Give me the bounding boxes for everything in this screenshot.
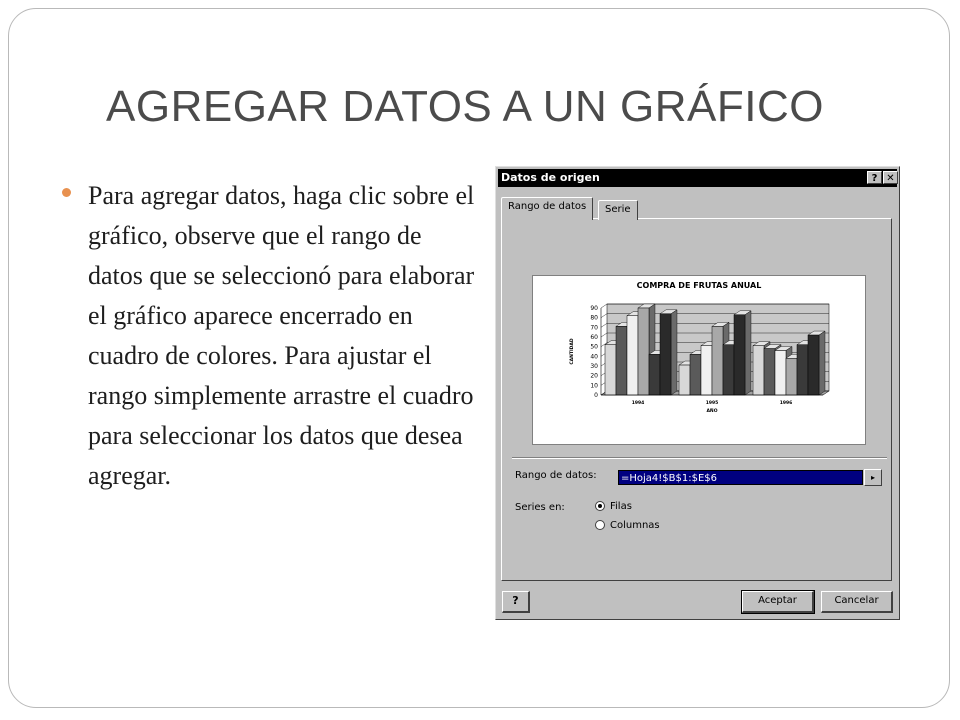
source-data-dialog	[495, 166, 900, 620]
tab-series[interactable]: Serie	[598, 200, 638, 220]
bar-side-2-5	[819, 331, 825, 395]
range-input[interactable]: =Hoja4!$B$1:$E$6	[618, 470, 863, 485]
y-tick-label-0: 0	[594, 392, 598, 399]
series-label: Series en:	[515, 502, 565, 513]
bar-0-0	[605, 345, 616, 395]
bar-1-3	[712, 326, 723, 395]
bar-side-1-5	[745, 311, 751, 395]
bar-0-2	[627, 316, 638, 395]
gridline-side-7	[601, 323, 607, 327]
bar-1-1	[690, 354, 701, 395]
bar-0-3	[638, 308, 649, 395]
bar-2-1	[764, 349, 775, 395]
x-tick-label-1: 1995	[705, 401, 719, 406]
x-tick-label-0: 1994	[631, 401, 645, 406]
bullet-dot	[62, 188, 71, 197]
bar-2-0	[753, 346, 764, 395]
y-tick-label-8: 80	[590, 314, 598, 322]
y-tick-label-9: 90	[590, 305, 598, 312]
y-tick-label-2: 20	[590, 372, 598, 380]
bar-1-2	[701, 346, 712, 395]
x-axis-title: AÑO	[706, 409, 718, 414]
x-tick-label-2: 1996	[779, 401, 793, 406]
bar-0-4	[649, 354, 660, 395]
bar-2-3	[786, 358, 797, 395]
radio-rows[interactable]	[595, 501, 605, 511]
bar-2-5	[808, 335, 819, 395]
slide-title: AGREGAR DATOS A UN GRÁFICO	[106, 82, 824, 131]
bullet-text: Para agregar datos, haga clic sobre el gráfico, observe que el rango de datos que se seleccionó para elaborar el gráfico aparece encerrado en cuadro de colores. Para ajustar el rango simplemente arrastre el cuadro para seleccionar los datos que desea agregar.	[88, 181, 475, 490]
tab-data-range[interactable]: Rango de datos	[501, 197, 593, 220]
collapse-dialog-button[interactable]: ▸	[864, 469, 882, 486]
radio-columns-label[interactable]: Columnas	[610, 520, 660, 531]
bar-1-5	[734, 315, 745, 395]
bar-0-5	[660, 314, 671, 395]
chart-title: COMPRA DE FRUTAS ANUAL	[636, 281, 762, 290]
dialog-titlebar	[498, 169, 897, 187]
help-icon[interactable]: ?	[867, 171, 882, 184]
bar-2-2	[775, 351, 786, 395]
gridline-side-8	[601, 314, 607, 318]
y-tick-label-3: 30	[590, 363, 598, 370]
accept-button[interactable]: Aceptar	[742, 591, 814, 613]
gridline-side-6	[601, 333, 607, 337]
separator	[512, 457, 887, 459]
bar-1-4	[723, 345, 734, 395]
radio-rows-label[interactable]: Filas	[610, 501, 632, 512]
y-tick-label-4: 40	[590, 353, 598, 361]
y-tick-label-6: 60	[590, 334, 598, 341]
y-tick-label-5: 50	[590, 343, 598, 351]
cancel-button[interactable]: Cancelar	[821, 591, 893, 613]
close-icon[interactable]: ✕	[883, 171, 898, 184]
dialog-title: Datos de origen	[501, 171, 600, 184]
tab-panel	[501, 218, 892, 581]
bar-2-4	[797, 345, 808, 395]
y-axis-title: CANTIDAD	[570, 338, 575, 365]
bar-side-0-5	[671, 310, 677, 395]
dialog-help-button[interactable]: ?	[502, 591, 530, 613]
gridline-side-9	[601, 304, 607, 308]
chart-svg	[533, 276, 865, 444]
bar-1-0	[679, 365, 690, 395]
radio-columns[interactable]	[595, 520, 605, 530]
y-tick-label-1: 10	[590, 382, 598, 390]
y-tick-label-7: 70	[590, 324, 598, 332]
bar-0-1	[616, 326, 627, 395]
chart-preview	[532, 275, 866, 445]
range-label: Rango de datos:	[515, 470, 597, 481]
